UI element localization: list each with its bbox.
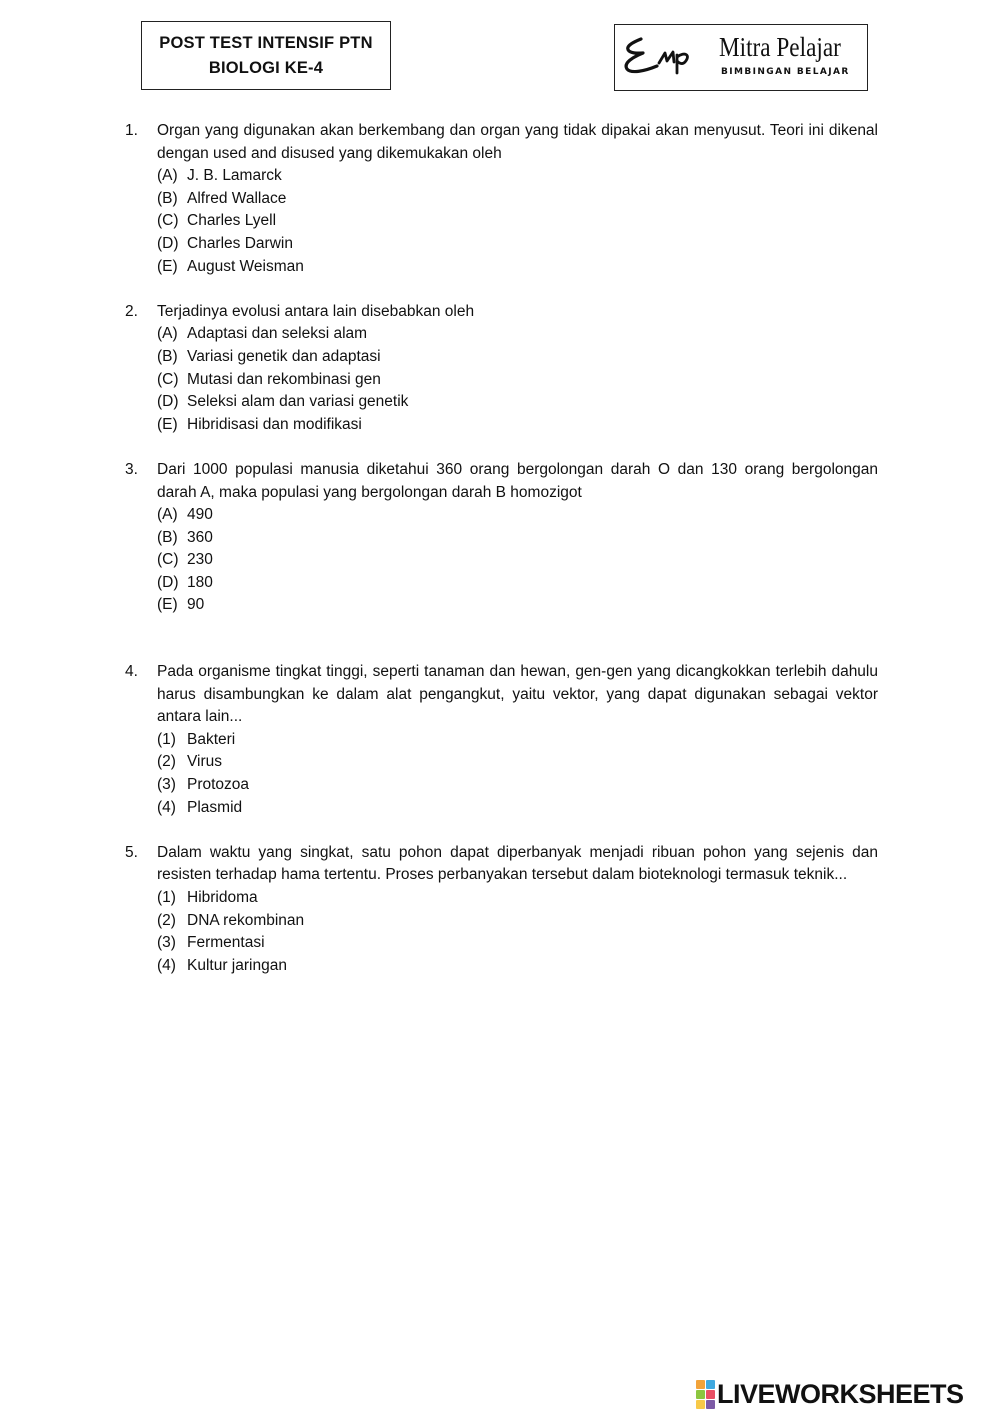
answer-option[interactable] (157, 504, 878, 527)
answer-option-label: (B) (157, 189, 178, 207)
answer-option-text: 230 (187, 551, 213, 569)
answer-option-text: Hibridisasi dan modifikasi (187, 415, 362, 433)
logo-square (696, 1390, 705, 1399)
answer-option-label: (B) (157, 528, 178, 546)
answer-option[interactable] (157, 165, 878, 188)
answer-option-label: (A) (157, 506, 178, 524)
question-number: 1. (125, 122, 138, 139)
logo-square (696, 1380, 705, 1389)
question-number: 4. (125, 663, 138, 681)
answer-option-text: Plasmid (187, 798, 243, 816)
answer-option-label: (2) (157, 911, 176, 929)
logo-square (706, 1400, 715, 1409)
answer-option-label: (3) (157, 776, 176, 794)
answer-option[interactable] (157, 414, 878, 437)
answer-option[interactable] (157, 751, 878, 774)
answer-option-text: Hibridoma (187, 889, 258, 906)
question-item (125, 842, 878, 978)
answer-option[interactable] (157, 774, 878, 797)
answer-option-text: J. B. Lamarck (187, 167, 282, 185)
answer-option-text: Seleksi alam dan variasi genetik (187, 393, 409, 411)
question-item (125, 661, 878, 819)
answer-option[interactable] (157, 233, 878, 256)
answer-option-text: Fermentasi (187, 934, 265, 952)
answer-option-text: Adaptasi dan seleksi alam (187, 325, 368, 343)
question-text: Dari 1000 populasi manusia diketahui 360 orang bergolongan darah O dan 130 orang bergolongan darah A, maka populasi yang bergolongan darah B homozigot (157, 460, 878, 501)
answer-option-label: (2) (157, 753, 176, 771)
answer-option-label: (4) (157, 798, 176, 816)
answer-option[interactable] (157, 323, 878, 346)
answer-option[interactable] (157, 549, 878, 572)
logo-square (696, 1400, 705, 1409)
logo-brand-name: Mitra Pelajar (719, 32, 841, 62)
question-number: 3. (125, 460, 138, 478)
answer-option[interactable] (157, 955, 878, 978)
answer-option-label: (1) (157, 730, 176, 748)
answer-option-text: Charles Lyell (187, 212, 277, 230)
answer-option[interactable] (157, 369, 878, 392)
question-text: Pada organisme tingkat tinggi, seperti tanaman dan hewan, gen-gen yang dicangkokkan terlebih dahulu harus disambungkan ke dalam alat pengangkut, yaitu vektor, yang dapat digunakan sebagai vektor antara lain... (157, 663, 878, 726)
liveworksheets-logo-icon (696, 1380, 715, 1409)
answer-option-label: (C) (157, 212, 179, 230)
answer-option[interactable] (157, 346, 878, 369)
answer-option-text: 90 (187, 596, 205, 614)
question-number: 5. (125, 843, 138, 861)
answer-option-text: Alfred Wallace (187, 189, 287, 207)
answer-option-label: (A) (157, 325, 178, 343)
answer-option[interactable] (157, 391, 878, 414)
answer-option[interactable] (157, 910, 878, 933)
answer-option-text: Mutasi dan rekombinasi gen (187, 370, 381, 388)
answer-option-label: (D) (157, 573, 179, 591)
answer-option-label: (C) (157, 551, 179, 569)
answer-option-label: (E) (157, 596, 178, 614)
answer-option-label: (1) (157, 889, 176, 906)
answer-option[interactable] (157, 932, 878, 955)
logo-square (706, 1380, 715, 1389)
liveworksheets-watermark (696, 1379, 964, 1409)
answer-option-text: Virus (187, 753, 223, 771)
answer-option[interactable] (157, 797, 878, 820)
answer-option-label: (E) (157, 257, 178, 275)
answer-option-text: Charles Darwin (187, 234, 293, 252)
question-number: 2. (125, 302, 138, 320)
answer-option-label: (4) (157, 956, 176, 974)
emp-logo-icon (619, 33, 719, 77)
answer-option[interactable] (157, 527, 878, 550)
answer-option-label: (A) (157, 167, 178, 185)
answer-option-text: Protozoa (187, 776, 250, 794)
answer-option-label: (B) (157, 347, 178, 365)
answer-option[interactable] (157, 256, 878, 279)
question-list (125, 120, 878, 1000)
answer-option[interactable] (157, 729, 878, 752)
answer-option-label: (C) (157, 370, 179, 388)
liveworksheets-text: LIVEWORKSHEETS (717, 1378, 964, 1409)
answer-option-text: Bakteri (187, 730, 236, 748)
answer-option-label: (D) (157, 393, 179, 411)
answer-option-text: DNA rekombinan (187, 911, 305, 929)
logo-square (706, 1390, 715, 1399)
question-text: Terjadinya evolusi antara lain disebabkan oleh (157, 302, 475, 320)
answer-option[interactable] (157, 572, 878, 595)
answer-option-text: 360 (187, 528, 213, 546)
answer-option[interactable] (157, 594, 878, 617)
question-item (125, 120, 878, 278)
mitra-pelajar-logo (614, 24, 868, 91)
answer-option-text: 180 (187, 573, 213, 591)
answer-option-label: (E) (157, 415, 178, 433)
answer-option-text: Variasi genetik dan adaptasi (187, 347, 381, 365)
logo-tagline: BIMBINGAN BELAJAR (721, 67, 850, 77)
test-title-box (141, 21, 391, 90)
answer-option[interactable] (157, 210, 878, 233)
answer-option[interactable] (157, 887, 878, 910)
question-item (125, 459, 878, 617)
answer-option-label: (3) (157, 934, 176, 952)
question-text: Dalam waktu yang singkat, satu pohon dapat diperbanyak menjadi ribuan pohon yang sejenis dan resisten terhadap hama tertentu. Proses perbanyakan tersebut dalam bioteknologi termasuk teknik... (157, 843, 878, 884)
test-title-line2: BIOLOGI KE-4 (208, 58, 324, 77)
question-item (125, 301, 878, 437)
answer-option[interactable] (157, 188, 878, 211)
answer-option-label: (D) (157, 234, 179, 252)
test-title-line1: POST TEST INTENSIF PTN (159, 33, 373, 52)
question-text: Organ yang digunakan akan berkembang dan organ yang tidak dipakai akan menyusut. Teori ini dikenal dengan used and disused yang dikemukakan oleh (157, 122, 878, 162)
answer-option-text: 490 (187, 506, 213, 524)
answer-option-text: Kultur jaringan (187, 956, 287, 974)
answer-option-text: August Weisman (187, 257, 304, 275)
